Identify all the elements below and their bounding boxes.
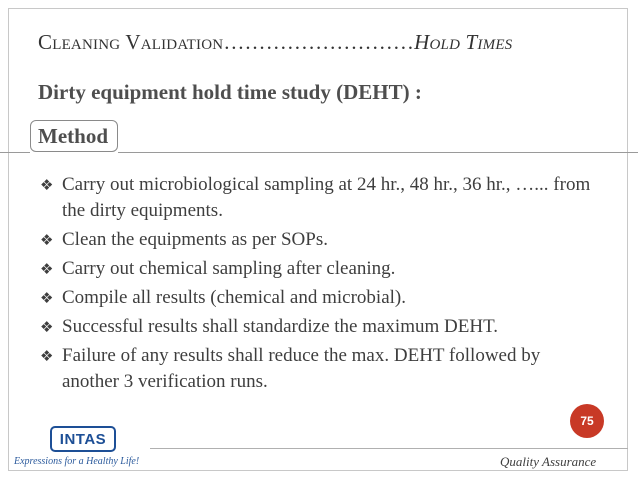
title-prefix: Cleaning Validation xyxy=(38,30,224,54)
bullet-text: Compile all results (chemical and microbial). xyxy=(62,287,407,308)
diamond-bullet-icon: ❖ xyxy=(40,347,54,365)
list-item xyxy=(40,227,600,253)
section-divider-left xyxy=(0,152,30,153)
title-suffix: Hold Times xyxy=(414,30,513,54)
diamond-bullet-icon: ❖ xyxy=(40,176,54,194)
title-dots: ……………………… xyxy=(223,30,415,54)
list-item xyxy=(40,172,600,224)
logo-text: INTAS xyxy=(59,430,107,448)
diamond-bullet-icon: ❖ xyxy=(40,260,54,278)
method-label: Method xyxy=(38,124,108,148)
bullet-text: Clean the equipments as per SOPs. xyxy=(62,229,328,250)
bullet-text: Carry out microbiological sampling at 24 hr., 48 hr., 36 hr., …... from the dirty equipments. xyxy=(62,174,591,221)
diamond-bullet-icon: ❖ xyxy=(40,289,54,307)
list-item xyxy=(40,285,600,311)
bullet-text: Failure of any results shall reduce the max. DEHT followed by another 3 verification runs. xyxy=(62,345,541,392)
list-item xyxy=(40,343,600,395)
footer-divider xyxy=(150,448,628,449)
bullet-list xyxy=(40,172,600,398)
list-item xyxy=(40,256,600,282)
slide-subtitle: Dirty equipment hold time study (DEHT) : xyxy=(38,80,422,104)
intas-logo xyxy=(50,426,116,452)
slide-title xyxy=(38,30,603,55)
diamond-bullet-icon: ❖ xyxy=(40,318,54,336)
diamond-bullet-icon: ❖ xyxy=(40,231,54,249)
footer-quality-assurance: Quality Assurance xyxy=(500,454,597,469)
logo-tagline: Expressions for a Healthy Life! xyxy=(14,456,140,467)
list-item xyxy=(40,314,600,340)
bullet-text: Carry out chemical sampling after cleaning. xyxy=(62,258,396,279)
page-number-badge: 75 xyxy=(570,404,604,438)
section-divider-right xyxy=(118,152,638,153)
bullet-text: Successful results shall standardize the maximum DEHT. xyxy=(62,316,499,337)
